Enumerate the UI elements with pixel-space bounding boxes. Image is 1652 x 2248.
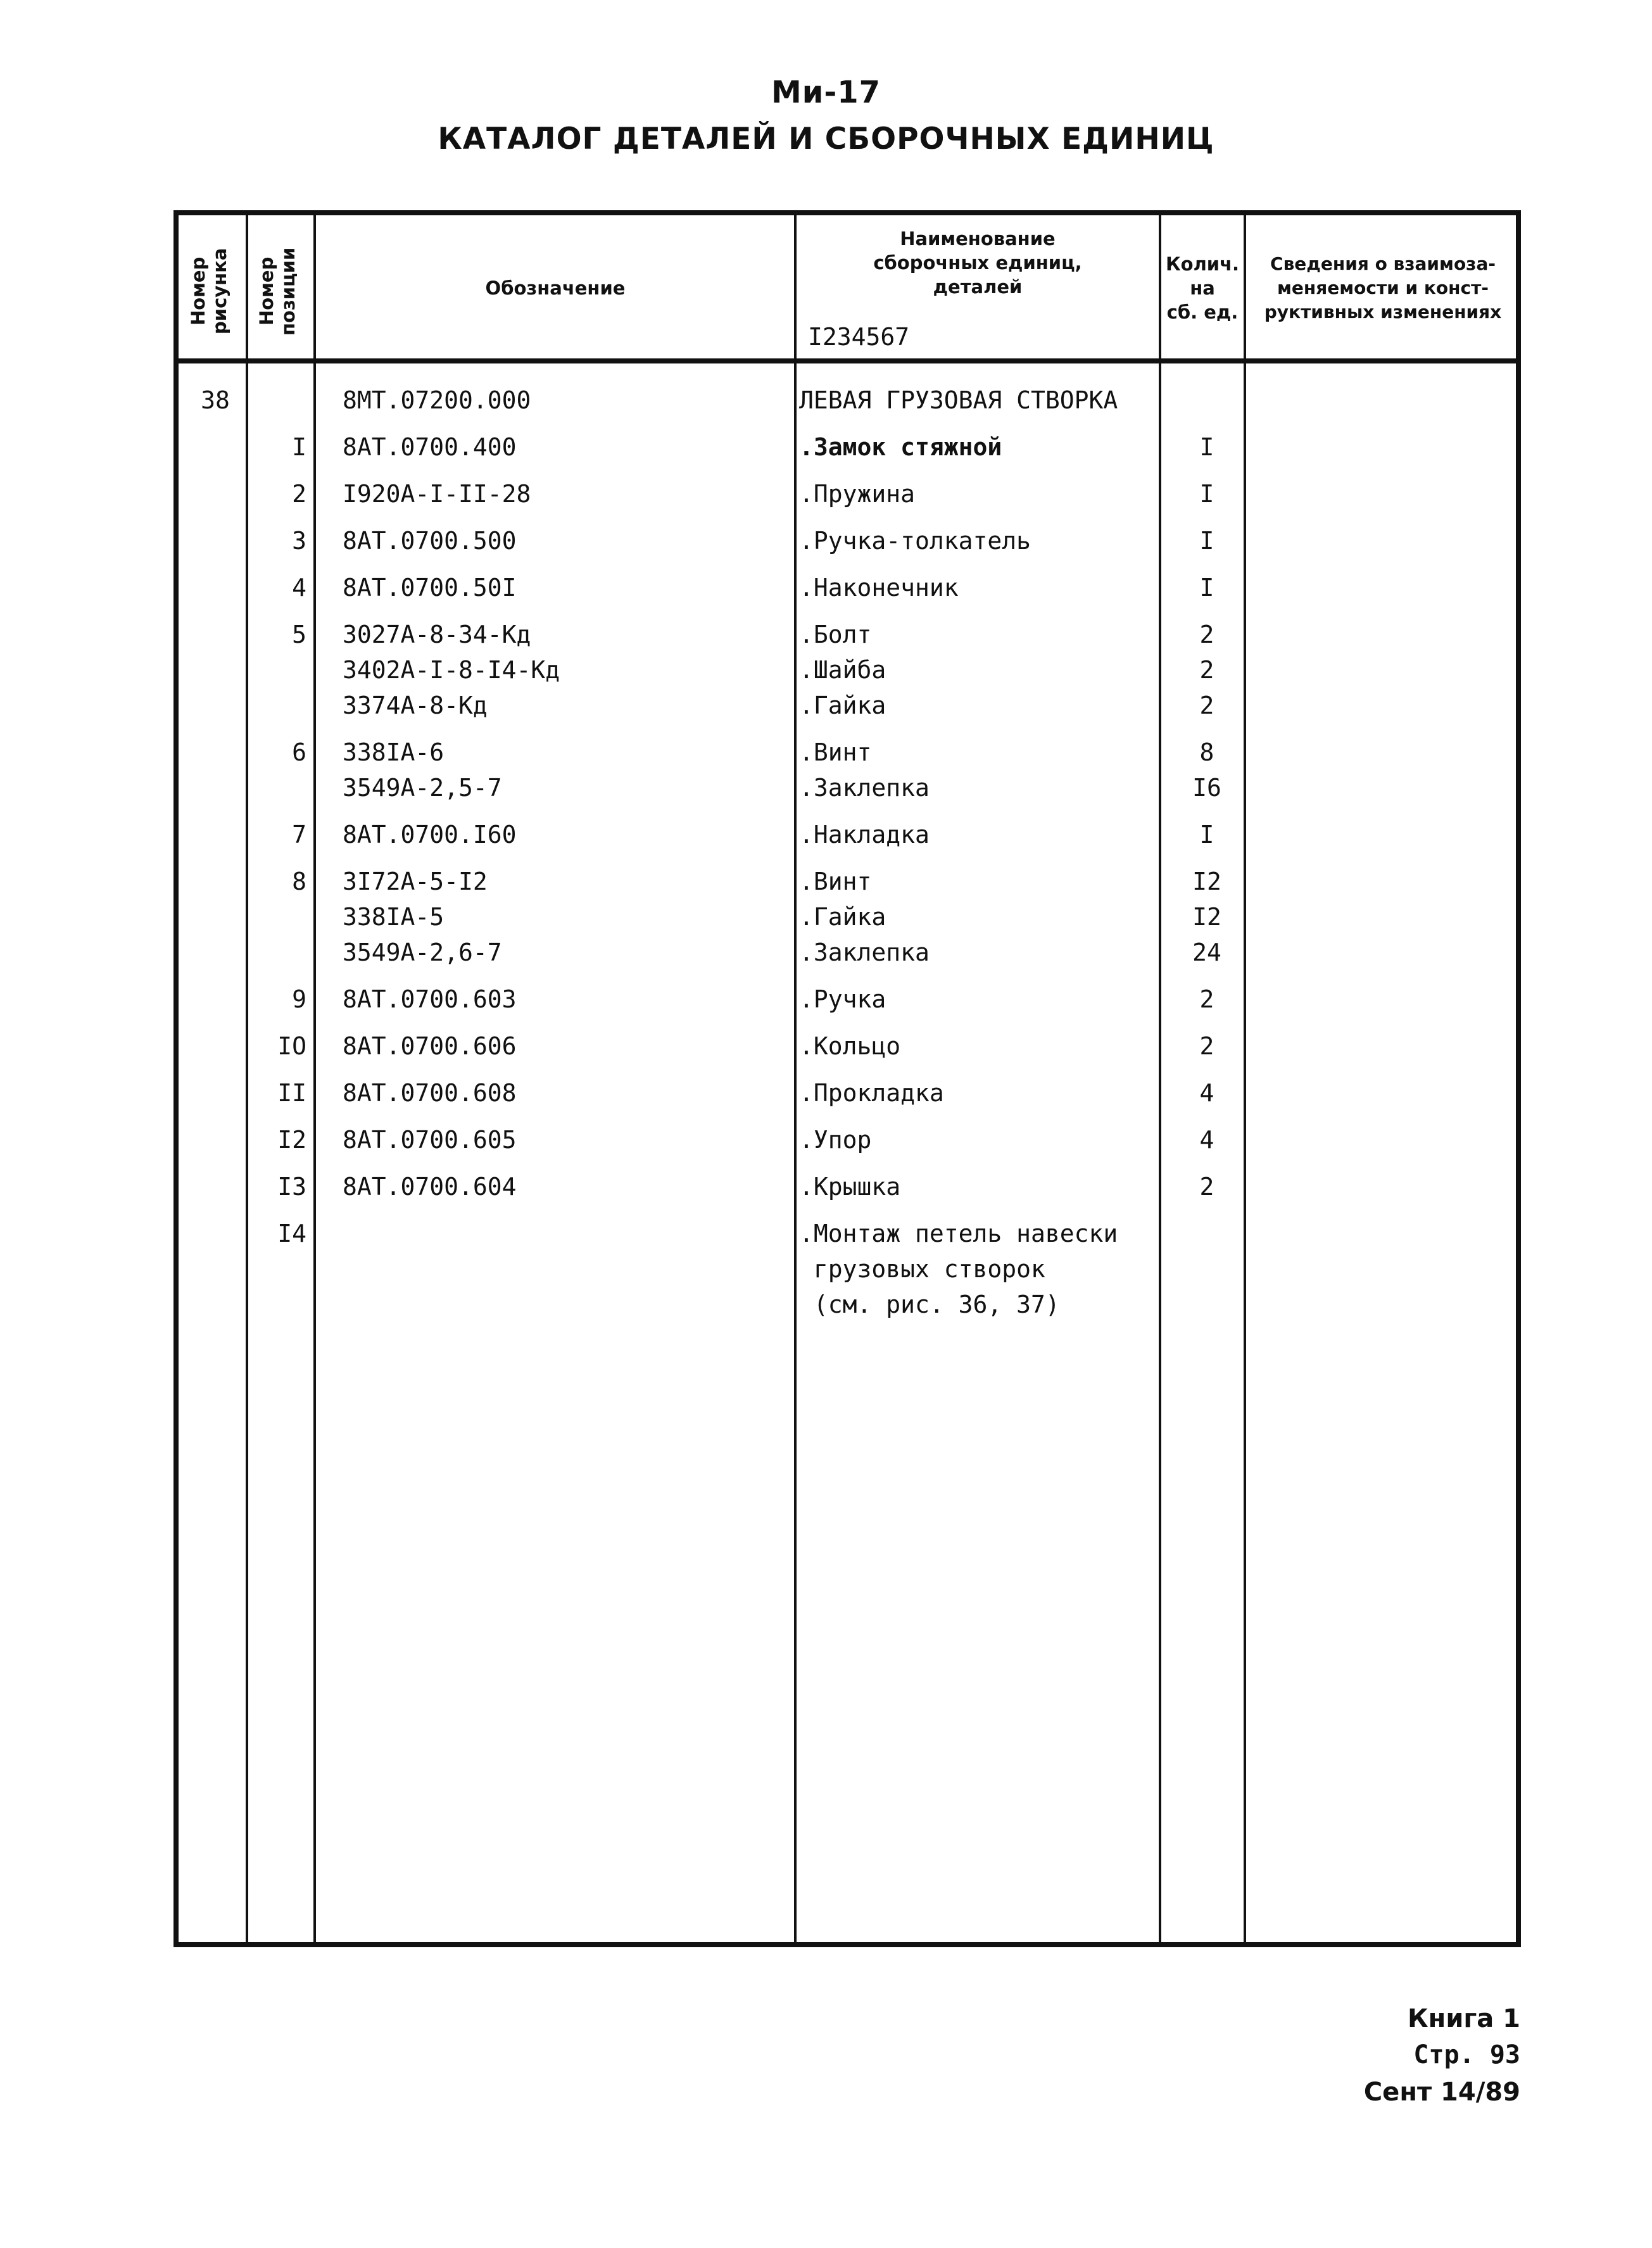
row-17-pos: I2 [277,1126,306,1154]
row-13-name: .Заклепка [799,938,930,966]
row-7-name: .Гайка [799,691,886,719]
row-3-qty: I [1199,527,1214,555]
row-8-name: .Винт [799,738,872,766]
column-header-name-line3: деталей [933,276,1023,298]
row-1-name: .Замок стяжной [799,433,1002,461]
column-header-qty-line1: Колич. [1165,253,1240,275]
column-header-qty-line2: на [1190,277,1215,299]
row-18-designation: 8АТ.0700.604 [343,1173,517,1201]
row-6-name: .Шайба [799,656,886,684]
divider-pos-designation [313,210,316,1947]
column-header-notes-line3: руктивных изменениях [1264,301,1502,322]
row-0-designation: 8МТ.07200.000 [343,386,531,414]
column-header-notes-line2: меняемости и конст- [1277,277,1489,298]
row-3-name: .Ручка-толкатель [799,527,1031,555]
footer-book: Книга 1 [1407,2004,1520,2033]
row-9-designation: 3549А-2,5-7 [343,774,502,802]
row-11-pos: 8 [292,868,306,895]
row-18-qty: 2 [1199,1173,1214,1201]
row-21-name: (см. рис. 36, 37) [799,1291,1060,1318]
row-15-name: .Кольцо [799,1032,901,1060]
row-6-qty: 2 [1199,656,1214,684]
row-14-designation: 8АТ.0700.603 [343,985,517,1013]
row-9-qty: I6 [1192,774,1221,802]
row-1-pos: I [292,433,306,461]
row-3-designation: 8АТ.0700.500 [343,527,517,555]
row-11-qty: I2 [1192,868,1221,895]
row-19-pos: I4 [277,1220,306,1247]
column-header-fig-no: Номер рисунка [187,248,230,335]
row-8-pos: 6 [292,738,306,766]
row-14-pos: 9 [292,985,306,1013]
row-10-qty: I [1199,821,1214,849]
footer-date: Сент 14/89 [1363,2078,1520,2107]
row-11-name: .Винт [799,868,872,895]
catalog-title: КАТАЛОГ ДЕТАЛЕЙ И СБОРОЧНЫХ ЕДИНИЦ [438,122,1214,156]
row-2-designation: I920A-I-II-28 [343,480,531,508]
row-16-pos: II [277,1079,306,1107]
row-15-qty: 2 [1199,1032,1214,1060]
row-14-name: .Ручка [799,985,886,1013]
row-6-designation: 3402А-I-8-I4-Кд [343,656,560,684]
column-header-name-line2: сборочных единиц, [873,252,1082,274]
row-15-designation: 8АТ.0700.606 [343,1032,517,1060]
column-header-pos-no: Номер позиции [256,247,299,336]
row-4-qty: I [1199,574,1214,602]
row-12-designation: 338IA-5 [343,903,445,931]
row-10-designation: 8АТ.0700.I60 [343,821,517,849]
row-11-designation: 3I72A-5-I2 [343,868,488,895]
row-0-fig: 38 [201,386,230,414]
row-20-name: грузовых створок [799,1255,1045,1283]
row-15-pos: IO [277,1032,306,1060]
row-4-designation: 8АТ.0700.50I [343,574,517,602]
row-19-name: .Монтаж петель навески [799,1220,1118,1247]
row-1-designation: 8АТ.0700.400 [343,433,517,461]
row-12-name: .Гайка [799,903,886,931]
row-18-pos: I3 [277,1173,306,1201]
divider-designation-name [794,210,797,1947]
row-13-designation: 3549А-2,6-7 [343,938,502,966]
model-title: Ми-17 [771,75,881,110]
row-3-pos: 3 [292,527,306,555]
column-header-name-index: I234567 [808,323,910,351]
row-12-qty: I2 [1192,903,1221,931]
row-1-qty: I [1199,433,1214,461]
row-5-name: .Болт [799,621,872,648]
row-16-name: .Прокладка [799,1079,944,1107]
row-5-qty: 2 [1199,621,1214,648]
row-9-name: .Заклепка [799,774,930,802]
divider-name-qty [1159,210,1161,1947]
row-4-pos: 4 [292,574,306,602]
row-7-qty: 2 [1199,691,1214,719]
row-10-name: .Накладка [799,821,930,849]
row-17-name: .Упор [799,1126,872,1154]
row-14-qty: 2 [1199,985,1214,1013]
column-header-name-line1: Наименование [900,228,1056,249]
row-2-qty: I [1199,480,1214,508]
row-13-qty: 24 [1192,938,1221,966]
row-5-pos: 5 [292,621,306,648]
row-10-pos: 7 [292,821,306,849]
footer-page: Стр. 93 [1413,2040,1520,2069]
row-0-name: ЛЕВАЯ ГРУЗОВАЯ СТВОРКА [799,386,1118,414]
column-header-designation: Обозначение [485,277,626,299]
column-header-qty-line3: сб. ед. [1166,301,1239,323]
row-16-designation: 8АТ.0700.608 [343,1079,517,1107]
column-header-notes-line1: Сведения о взаимоза- [1270,253,1496,274]
row-7-designation: 3374А-8-Кд [343,691,488,719]
row-5-designation: 3027А-8-34-Кд [343,621,531,648]
row-8-qty: 8 [1199,738,1214,766]
header-separator [173,358,1521,363]
row-4-name: .Наконечник [799,574,959,602]
row-17-designation: 8АТ.0700.605 [343,1126,517,1154]
row-17-qty: 4 [1199,1126,1214,1154]
row-16-qty: 4 [1199,1079,1214,1107]
row-2-name: .Пружина [799,480,916,508]
row-8-designation: 338IA-6 [343,738,445,766]
row-18-name: .Крышка [799,1173,901,1201]
row-2-pos: 2 [292,480,306,508]
